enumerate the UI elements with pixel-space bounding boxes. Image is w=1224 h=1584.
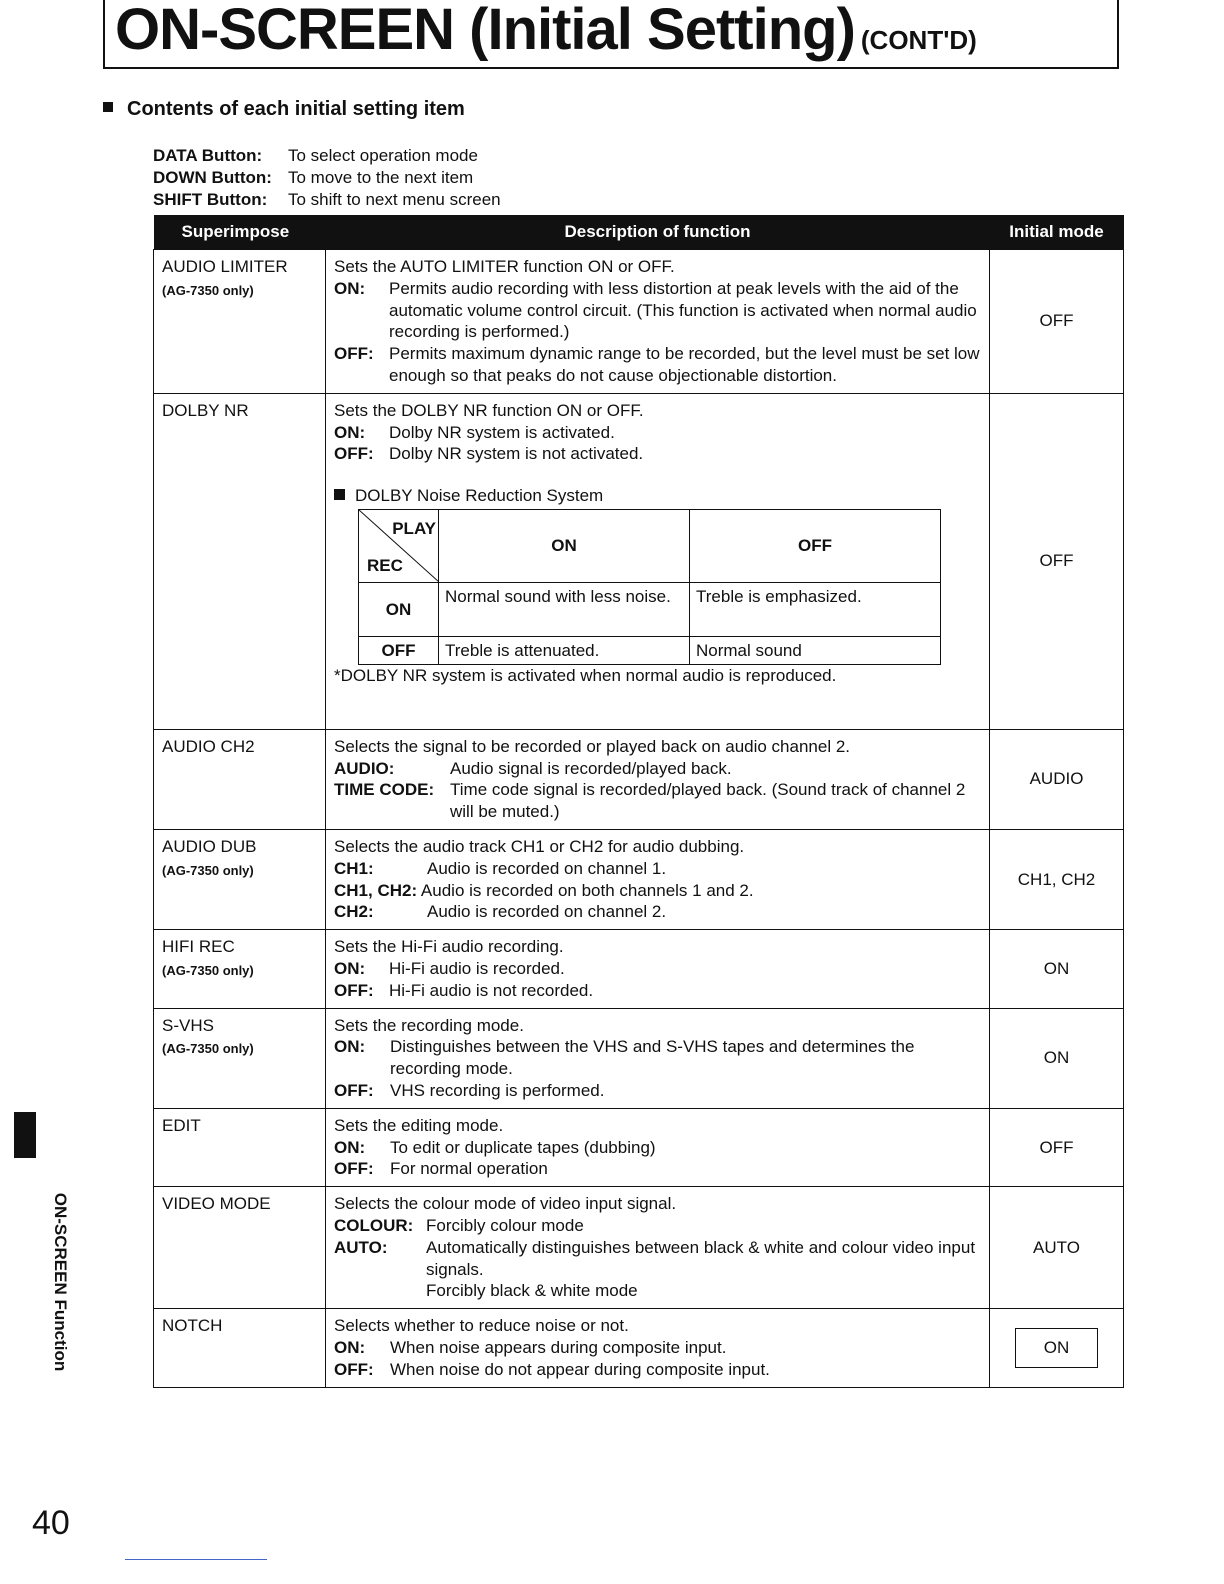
cell: Normal sound [690,636,941,664]
legend-row: DATA Button: To select operation mode [153,146,478,165]
title-box [103,0,1119,69]
page-title-sub: (CONT'D) [860,25,977,55]
cell: Normal sound with less noise. [439,582,690,636]
table-row [154,1108,1124,1186]
cell: Treble is emphasized. [690,582,941,636]
row-on: ON [359,582,439,636]
row-description: Selects the signal to be recorded or played back on audio channel 2. AUDIO: Audio signal is recorded/played back. TIME CODE: Time code signal is recorded/played back. (Sound track of channel 2 will be muted.) [326,729,990,829]
row-name: NOTCH [154,1309,326,1387]
row-description: Selects whether to reduce noise or not. ON: When noise appears during composite input. OFF: When noise do not appear during composite input. [326,1309,990,1387]
dolby-table [358,509,941,665]
button-legend [153,145,501,211]
table-row [154,1309,1124,1387]
row-off: OFF [359,636,439,664]
row-description: Sets the AUTO LIMITER function ON or OFF. ON: Permits audio recording with less distortion at peak levels with the aid of the automatic volume control circuit. (This function is activated when normal audio recording is performed.) OFF: Permits maximum dynamic range to be recorded, but the level must be set low enough so that peaks do not cause objectionable distortion. [326,250,990,394]
row-name: AUDIO LIMITER (AG-7350 only) [154,250,326,394]
section-heading: Contents of each initial setting item [103,98,465,121]
header-description: Description of function [326,215,990,250]
page-number: 40 [32,1504,70,1542]
bullet-square-icon [334,489,345,500]
col-off: OFF [690,509,941,582]
row-initial-mode: OFF [990,250,1124,394]
table-row [154,393,1124,729]
row-name: DOLBY NR [154,393,326,729]
row-initial-mode: OFF [990,1108,1124,1186]
row-name: S-VHS (AG-7350 only) [154,1008,326,1108]
table-row [154,930,1124,1008]
row-name: AUDIO DUB (AG-7350 only) [154,829,326,929]
table-row [154,829,1124,929]
row-initial-mode: AUTO [990,1187,1124,1309]
table-header [154,215,1124,250]
table-row [154,1187,1124,1309]
row-name: HIFI REC (AG-7350 only) [154,930,326,1008]
side-tab-marker [14,1112,36,1158]
row-initial-mode: CH1, CH2 [990,829,1124,929]
row-description: Sets the Hi-Fi audio recording. ON: Hi-Fi audio is recorded. OFF: Hi-Fi audio is not recorded. [326,930,990,1008]
dolby-subheading: DOLBY Noise Reduction System [334,485,981,507]
legend-row: SHIFT Button: To shift to next menu screen [153,190,501,209]
row-description: Sets the DOLBY NR function ON or OFF. ON: Dolby NR system is activated. OFF: Dolby NR system is not activated. DOLBY Noise Reduction System PLAY REC ON OFF ON Normal sound with less noise. Treble is emphasized. OFF Treble is attenuated. Normal sound *DOLBY NR system is activated when normal audio is reproduced. [326,393,990,729]
table-row [154,1008,1124,1108]
header-initial-mode: Initial mode [990,215,1124,250]
row-description: Selects the audio track CH1 or CH2 for audio dubbing. CH1: Audio is recorded on channel 1. CH1, CH2: Audio is recorded on both channels 1 and 2. CH2: Audio is recorded on channel 2. [326,829,990,929]
dolby-note: *DOLBY NR system is activated when normal audio is reproduced. [334,665,837,685]
table-row [154,729,1124,829]
notch-mode-box: ON [1015,1328,1099,1368]
dolby-corner-cell: PLAY REC [359,509,439,582]
header-superimpose: Superimpose [154,215,326,250]
row-initial-mode: AUDIO [990,729,1124,829]
page-title: ON-SCREEN (Initial Setting) (CONT'D) [115,0,977,62]
col-on: ON [439,509,690,582]
bottom-rule [125,1559,267,1560]
row-description: Sets the recording mode. ON: Distinguishes between the VHS and S-VHS tapes and determines the recording mode. OFF: VHS recording is performed. [326,1008,990,1108]
side-section-label: ON-SCREEN Function [51,1192,70,1372]
legend-row: DOWN Button: To move to the next item [153,168,474,187]
row-initial-mode: ON [990,930,1124,1008]
row-name: EDIT [154,1108,326,1186]
row-initial-mode [990,1309,1124,1387]
settings-table [153,215,1124,1388]
row-name: VIDEO MODE [154,1187,326,1309]
cell: Treble is attenuated. [439,636,690,664]
row-name: AUDIO CH2 [154,729,326,829]
row-description: Sets the editing mode. ON: To edit or duplicate tapes (dubbing) OFF: For normal operation [326,1108,990,1186]
table-row [154,250,1124,394]
row-initial-mode: OFF [990,393,1124,729]
row-initial-mode: ON [990,1008,1124,1108]
bullet-square-icon [103,102,113,112]
row-description: Selects the colour mode of video input signal. COLOUR: Forcibly colour mode AUTO: Automatically distinguishes between black & white and colour video input signals. Forcibly black & white mode [326,1187,990,1309]
